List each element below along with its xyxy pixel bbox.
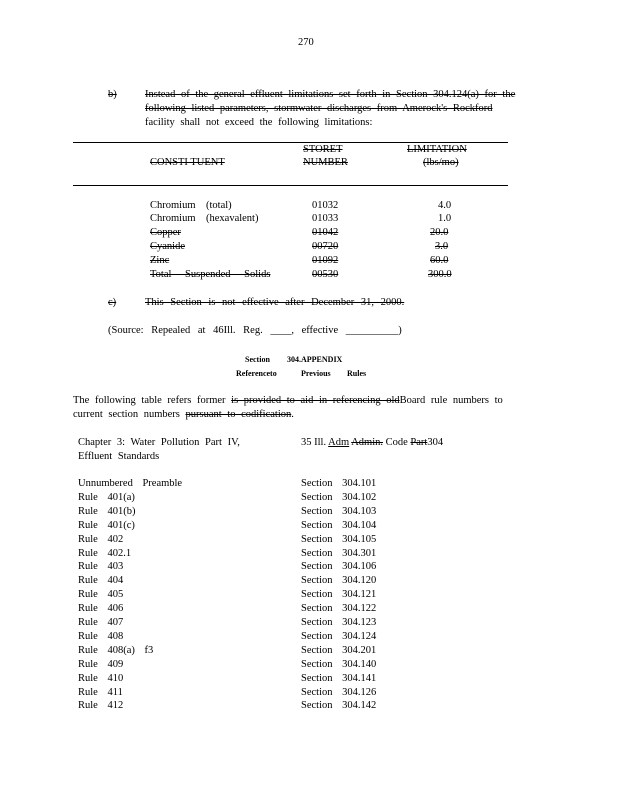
intro-line-1 xyxy=(73,396,503,407)
cell-storet: 01042 xyxy=(312,227,339,238)
chapter-num: 304 xyxy=(427,437,444,448)
rule-old-number: Rule 412 xyxy=(78,700,124,711)
appendix-c2-bottom: Previous xyxy=(301,369,331,378)
intro-l1-a: The following table refers former xyxy=(73,395,226,406)
source-blank-2: __________ xyxy=(345,325,399,336)
rule-old-number: Rule 405 xyxy=(78,589,124,600)
cell-storet: 01032 xyxy=(312,200,339,211)
rule-new-section: Section 304.123 xyxy=(301,617,377,628)
cell-limit: 3.0 xyxy=(435,241,449,252)
intro-l1-struck: is provided to aid in referencing old xyxy=(231,395,400,406)
chapter-right-a: 35 Ill. xyxy=(301,437,327,448)
rule-old-number: Rule 401(c) xyxy=(78,520,135,531)
rule-old-number: Rule 406 xyxy=(78,603,124,614)
cell-storet: 00720 xyxy=(312,241,339,252)
para-c-label: c) xyxy=(108,297,117,308)
rule-old-number: Rule 409 xyxy=(78,659,124,670)
appendix-c3-bottom: Rules xyxy=(347,369,367,378)
para-b-line1: Instead of the general effluent limitations set forth in Section 304.124(a) for the xyxy=(145,89,516,100)
chapter-left-1: Chapter 3: Water Pollution Part IV, xyxy=(78,437,240,448)
cell-qual: (total) xyxy=(206,200,232,211)
cell-limit: 20.0 xyxy=(430,227,449,238)
chapter-adm: Adm xyxy=(328,437,350,448)
header-storet-1: STORET xyxy=(303,144,343,155)
table-row: Zinc xyxy=(150,255,170,266)
cell-limit: 60.0 xyxy=(430,255,449,266)
rule-old-number: Rule 407 xyxy=(78,617,124,628)
table-row xyxy=(150,213,259,225)
chapter-code: Code xyxy=(385,437,408,448)
header-limit-2: (lbs/mo) xyxy=(423,157,459,168)
appendix-c2-top: 304.APPENDIX xyxy=(287,355,343,364)
source-blank-1: ____ xyxy=(270,325,292,336)
cell-limit: 4.0 xyxy=(438,200,452,211)
rule-old-number: Rule 401(b) xyxy=(78,506,136,517)
cell-storet: 01092 xyxy=(312,255,339,266)
intro-l2-struck: pursuant to codification xyxy=(185,409,292,420)
cell-limit: 1.0 xyxy=(438,213,452,224)
intro-line-2 xyxy=(73,410,294,421)
rule-old-number: Rule 410 xyxy=(78,673,124,684)
rule-new-section: Section 304.301 xyxy=(301,548,377,559)
rule-old-number: Unnumbered Preamble xyxy=(78,478,183,489)
para-b-line2: following listed parameters, stormwater discharges from Amerock's Rockford xyxy=(145,103,493,114)
source-mid: , effective xyxy=(291,325,339,336)
rule-old-number: Rule 401(a) xyxy=(78,492,135,503)
rule-old-number: Rule 403 xyxy=(78,561,124,572)
header-limit-1: LIMITATION xyxy=(407,144,467,155)
rule-new-section: Section 304.120 xyxy=(301,575,377,586)
header-constituent: CONSTI TUENT xyxy=(150,157,225,168)
rule-old-number: Rule 411 xyxy=(78,687,123,698)
para-b-line3: facility shall not exceed the following limitations: xyxy=(145,117,373,128)
rule-new-section: Section 304.201 xyxy=(301,645,377,656)
rule-new-section: Section 304.104 xyxy=(301,520,377,531)
rule-new-section: Section 304.140 xyxy=(301,659,377,670)
source-suffix: ) xyxy=(398,325,402,336)
rule-new-section: Section 304.103 xyxy=(301,506,377,517)
source-note xyxy=(108,326,402,337)
rule-new-section: Section 304.126 xyxy=(301,687,377,698)
cell-name: Chromium xyxy=(150,213,196,224)
rule-new-section: Section 304.121 xyxy=(301,589,377,600)
cell-name: Chromium xyxy=(150,200,196,211)
rule-new-section: Section 304.102 xyxy=(301,492,377,503)
chapter-right xyxy=(301,438,443,449)
page-number: 270 xyxy=(298,37,314,48)
table-row: Total Suspended Solids xyxy=(150,269,271,280)
intro-l1-b: Board rule numbers to xyxy=(399,395,503,406)
source-prefix: (Source: Repealed at 46Ill. Reg. xyxy=(108,325,263,336)
rule-new-section: Section 304.142 xyxy=(301,700,377,711)
table-row: Copper xyxy=(150,227,181,238)
intro-l2-b: . xyxy=(291,409,294,420)
rule-new-section: Section 304.101 xyxy=(301,478,377,489)
chapter-part-struck: Part xyxy=(410,437,428,448)
cell-limit: 300.0 xyxy=(428,269,452,280)
header-storet-2: NUMBER xyxy=(303,157,348,168)
rule-new-section: Section 304.106 xyxy=(301,561,377,572)
rule-new-section: Section 304.105 xyxy=(301,534,377,545)
table-header-rule xyxy=(73,185,508,186)
cell-qual: (hexavalent) xyxy=(206,213,259,224)
table-row xyxy=(150,200,232,212)
rule-old-number: Rule 404 xyxy=(78,575,124,586)
rule-old-number: Rule 402.1 xyxy=(78,548,132,559)
rule-old-number: Rule 408(a) f3 xyxy=(78,645,154,656)
table-top-rule xyxy=(73,142,508,143)
rule-old-number: Rule 408 xyxy=(78,631,124,642)
chapter-admin-struck: Admin. xyxy=(351,437,383,448)
rule-new-section: Section 304.122 xyxy=(301,603,377,614)
intro-l2-a: current section numbers xyxy=(73,409,180,420)
para-c-text: This Section is not effective after December 31, 2000. xyxy=(145,297,405,308)
para-b-label: b) xyxy=(108,89,117,100)
rule-old-number: Rule 402 xyxy=(78,534,124,545)
chapter-left-2: Effluent Standards xyxy=(78,451,160,462)
cell-storet: 01033 xyxy=(312,213,339,224)
appendix-c1-top: Section xyxy=(245,355,270,364)
rule-new-section: Section 304.124 xyxy=(301,631,377,642)
cell-storet: 00530 xyxy=(312,269,339,280)
table-row: Cyanide xyxy=(150,241,185,252)
rule-new-section: Section 304.141 xyxy=(301,673,377,684)
appendix-c1-bottom: Referenceto xyxy=(236,369,277,378)
